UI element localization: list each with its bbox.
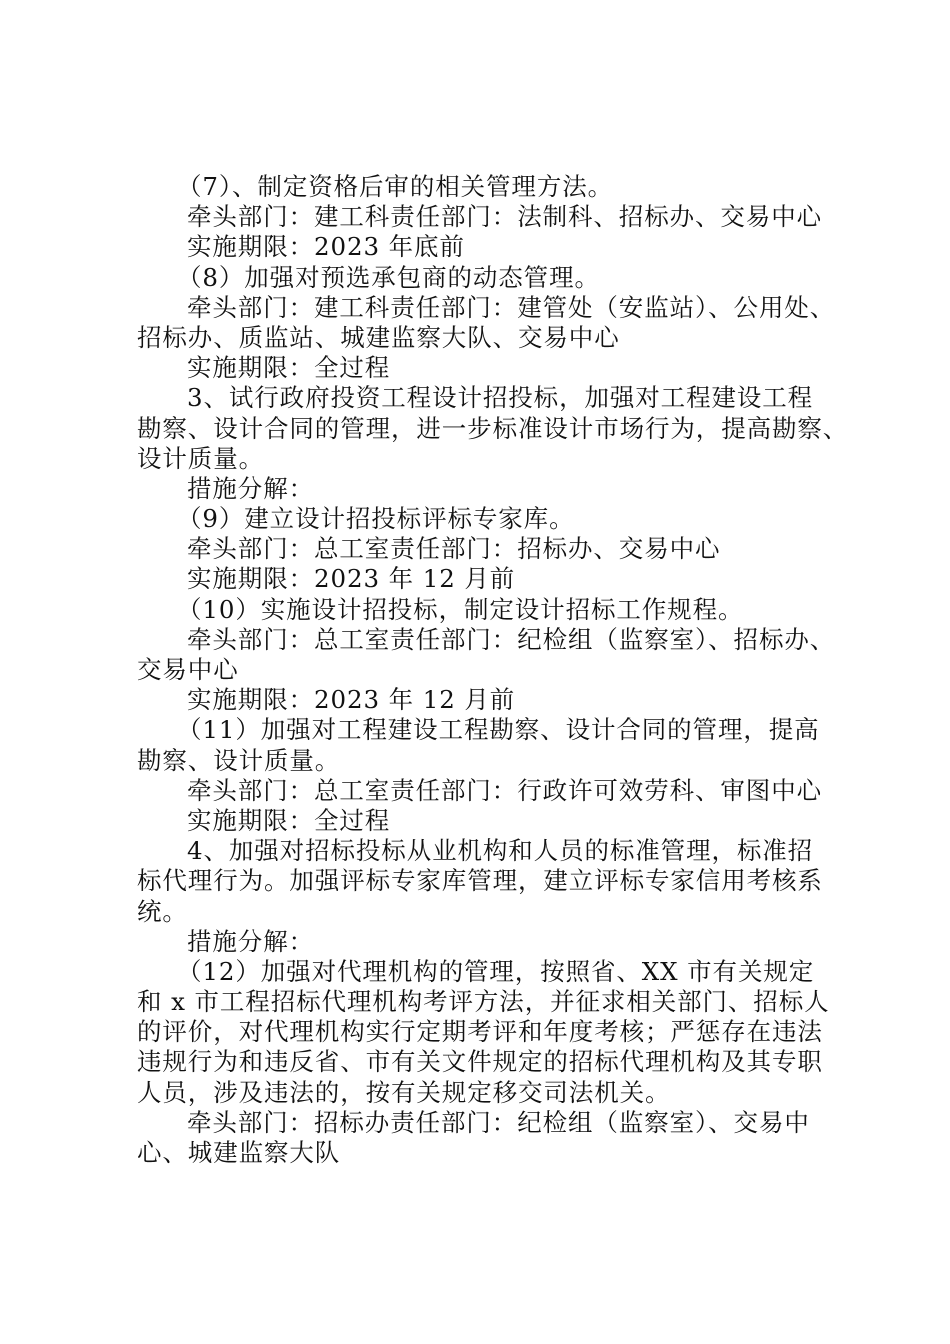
text-line: 心、城建监察大队	[137, 1138, 341, 1167]
text-line: 牵头部门：招标办责任部门：纪检组（监察室）、交易中	[187, 1107, 810, 1137]
text-line: 勘察、设计合同的管理，进一步标准设计市场行为，提高勘察、	[137, 413, 849, 443]
text-line: 和 x 市工程招标代理机构考评方法，并征求相关部门、招标人	[137, 987, 830, 1017]
text-line: （8）加强对预选承包商的动态管理。	[177, 262, 600, 292]
text-line: 牵头部门：总工室责任部门：行政许可效劳科、审图中心	[187, 775, 822, 805]
text-line: 违规行为和违反省、市有关文件规定的招标代理机构及其专职	[137, 1047, 823, 1077]
text-line: 交易中心	[137, 655, 239, 684]
text-line: （12）加强对代理机构的管理，按照省、XX 市有关规定	[177, 956, 815, 986]
text-line: 人员，涉及违法的，按有关规定移交司法机关。	[137, 1077, 671, 1107]
text-line: 设计质量。	[137, 443, 264, 473]
text-line: 的评价，对代理机构实行定期考评和年度考核；严惩存在违法	[137, 1017, 823, 1047]
text-line: 牵头部门：总工室责任部门：纪检组（监察室）、招标办、	[187, 624, 836, 654]
text-line: （10）实施设计招投标，制定设计招标工作规程。	[177, 594, 744, 624]
document-body	[137, 172, 849, 1168]
text-line: 标代理行为。加强评标专家库管理，建立评标专家信用考核系	[137, 866, 823, 896]
text-line: 实施期限：全过程	[187, 805, 391, 835]
text-line: （11）加强对工程建设工程勘察、设计合同的管理，提高	[177, 715, 820, 745]
text-line: 实施期限：2023 年底前	[187, 232, 465, 262]
text-line: 措施分解：	[187, 926, 314, 956]
text-line: 3、试行政府投资工程设计招投标，加强对工程建设工程	[187, 383, 814, 413]
text-line: 措施分解：	[187, 473, 314, 503]
text-line: 牵头部门：建工科责任部门：法制科、招标办、交易中心	[187, 202, 822, 232]
text-line: 勘察、设计质量。	[137, 745, 341, 775]
text-line: 牵头部门：总工室责任部门：招标办、交易中心	[187, 534, 721, 564]
text-line: 统。	[137, 896, 188, 926]
text-line: 实施期限：全过程	[187, 353, 391, 383]
text-line: 实施期限：2023 年 12 月前	[187, 685, 516, 715]
text-line: 实施期限：2023 年 12 月前	[187, 564, 516, 594]
text-line: （9）建立设计招投标评标专家库。	[177, 504, 575, 534]
text-line: （7）、制定资格后审的相关管理方法。	[177, 172, 614, 201]
text-line: 牵头部门：建工科责任部门：建管处（安监站）、公用处、	[187, 292, 836, 322]
text-line: 4、加强对招标投标从业机构和人员的标准管理，标准招	[187, 836, 814, 866]
text-line: 招标办、质监站、城建监察大队、交易中心	[137, 322, 620, 352]
